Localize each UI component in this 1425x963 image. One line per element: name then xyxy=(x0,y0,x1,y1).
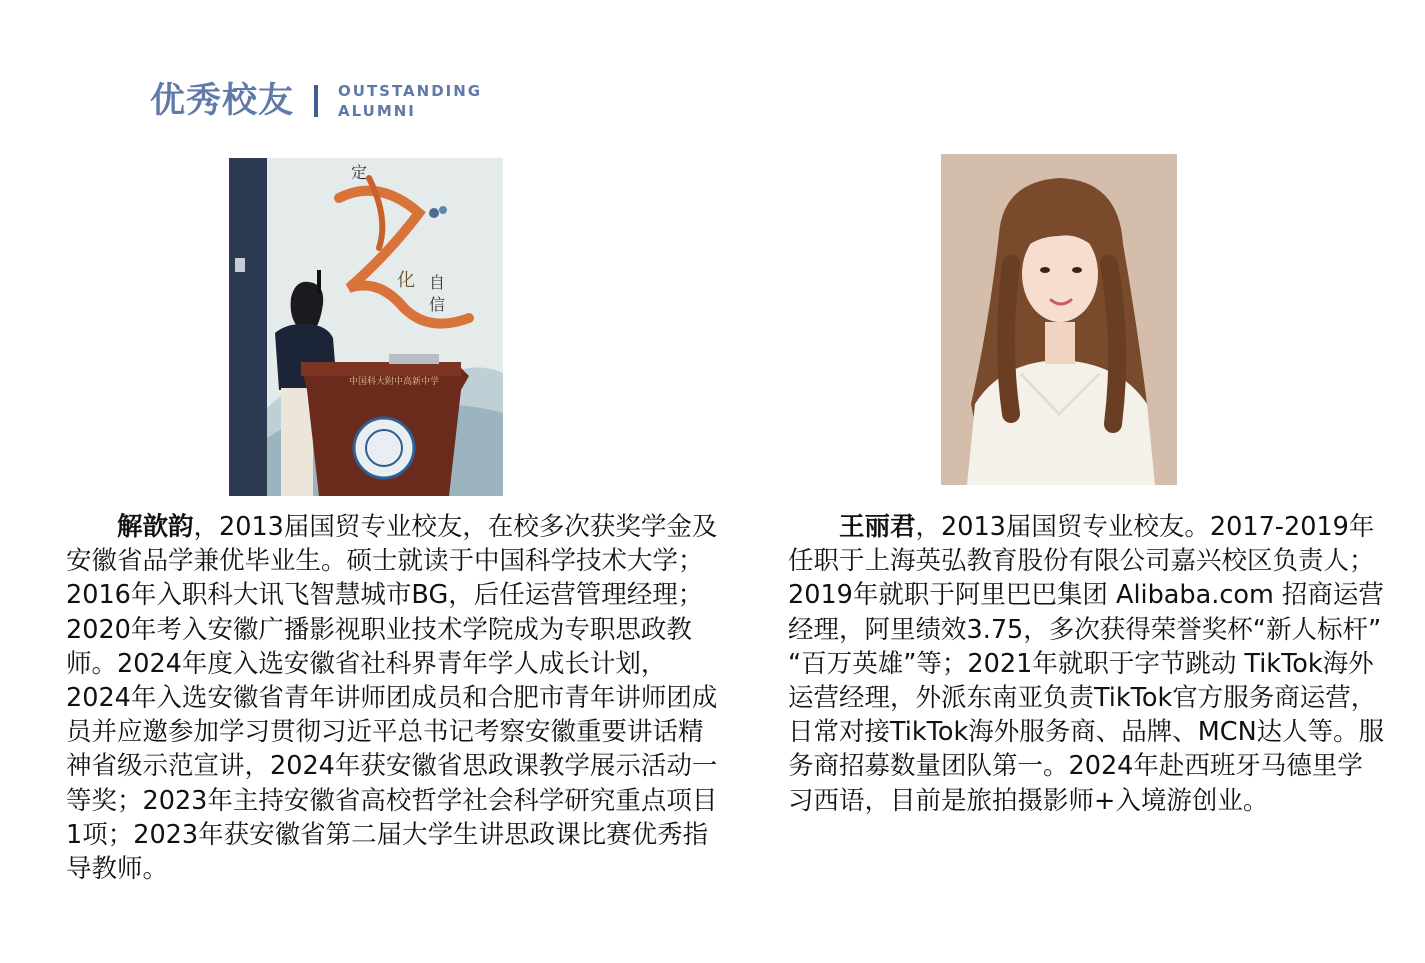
speaker-photo-illustration xyxy=(229,158,503,496)
alumni-bio-text-2: ，2013届国贸专业校友。2017-2019年任职于上海英弘教育股份有限公司嘉兴校区负责人；2019年就职于阿里巴巴集团 Alibaba.com 招商运营经理，阿里绩效3.75，多次获得荣誉奖杯“新人标杆” “百万英雄”等；2021年就职于字节跳动 TikTok海外运营经理，外派东南亚负责TikTok官方服务商运营，日常对接TikTok海外服务商、品牌、MCN达人等。服务商招募数量团队第一。2024年赴西班牙马德里学习西语，目前是旅拍摄影师+入境游创业。 xyxy=(788,512,1385,816)
alumni-name-1: 解歆韵 xyxy=(117,512,194,542)
header-divider xyxy=(314,85,318,117)
calligraphy-side-2: 信 xyxy=(429,295,446,314)
section-header xyxy=(150,76,482,126)
calligraphy-side-1: 自 xyxy=(429,273,446,292)
alumni-bio-1 xyxy=(66,510,726,886)
alumni-bio-text-1: ，2013届国贸专业校友，在校多次获奖学金及安徽省品学兼优毕业生。硕士就读于中国科学技术大学；2016年入职科大讯飞智慧城市BG，后任运营管理经理；2020年考入安徽广播影视职业技术学院成为专职思政教师。2024年度入选安徽省社科界青年学人成长计划，2024年入选安徽省青年讲师团成员和合肥市青年讲师团成员并应邀参加学习贯彻习近平总书记考察安徽重要讲话精神省级示范宣讲，2024年获安徽省思政课教学展示活动一等奖；2023年主持安徽省高校哲学社会科学研究重点项目1项；2023年获安徽省第二届大学生讲思政课比赛优秀指导教师。 xyxy=(66,512,718,885)
alumni-bio-2 xyxy=(788,510,1388,818)
alumni-photo-1 xyxy=(229,158,503,496)
alumni-name-2: 王丽君 xyxy=(839,512,916,542)
portrait-photo-illustration xyxy=(941,154,1177,485)
calligraphy-small: 化 xyxy=(397,270,415,291)
podium-banner: 中国科大附中高新中学 xyxy=(349,377,440,387)
section-title-en xyxy=(338,81,482,121)
calligraphy-top: 定 xyxy=(351,163,368,182)
section-title-cn: 优秀校友 xyxy=(150,80,295,121)
section-title-en-line2: ALUMNI xyxy=(338,102,416,120)
alumni-photo-2 xyxy=(941,154,1177,485)
section-title-en-line1: OUTSTANDING xyxy=(338,82,483,100)
